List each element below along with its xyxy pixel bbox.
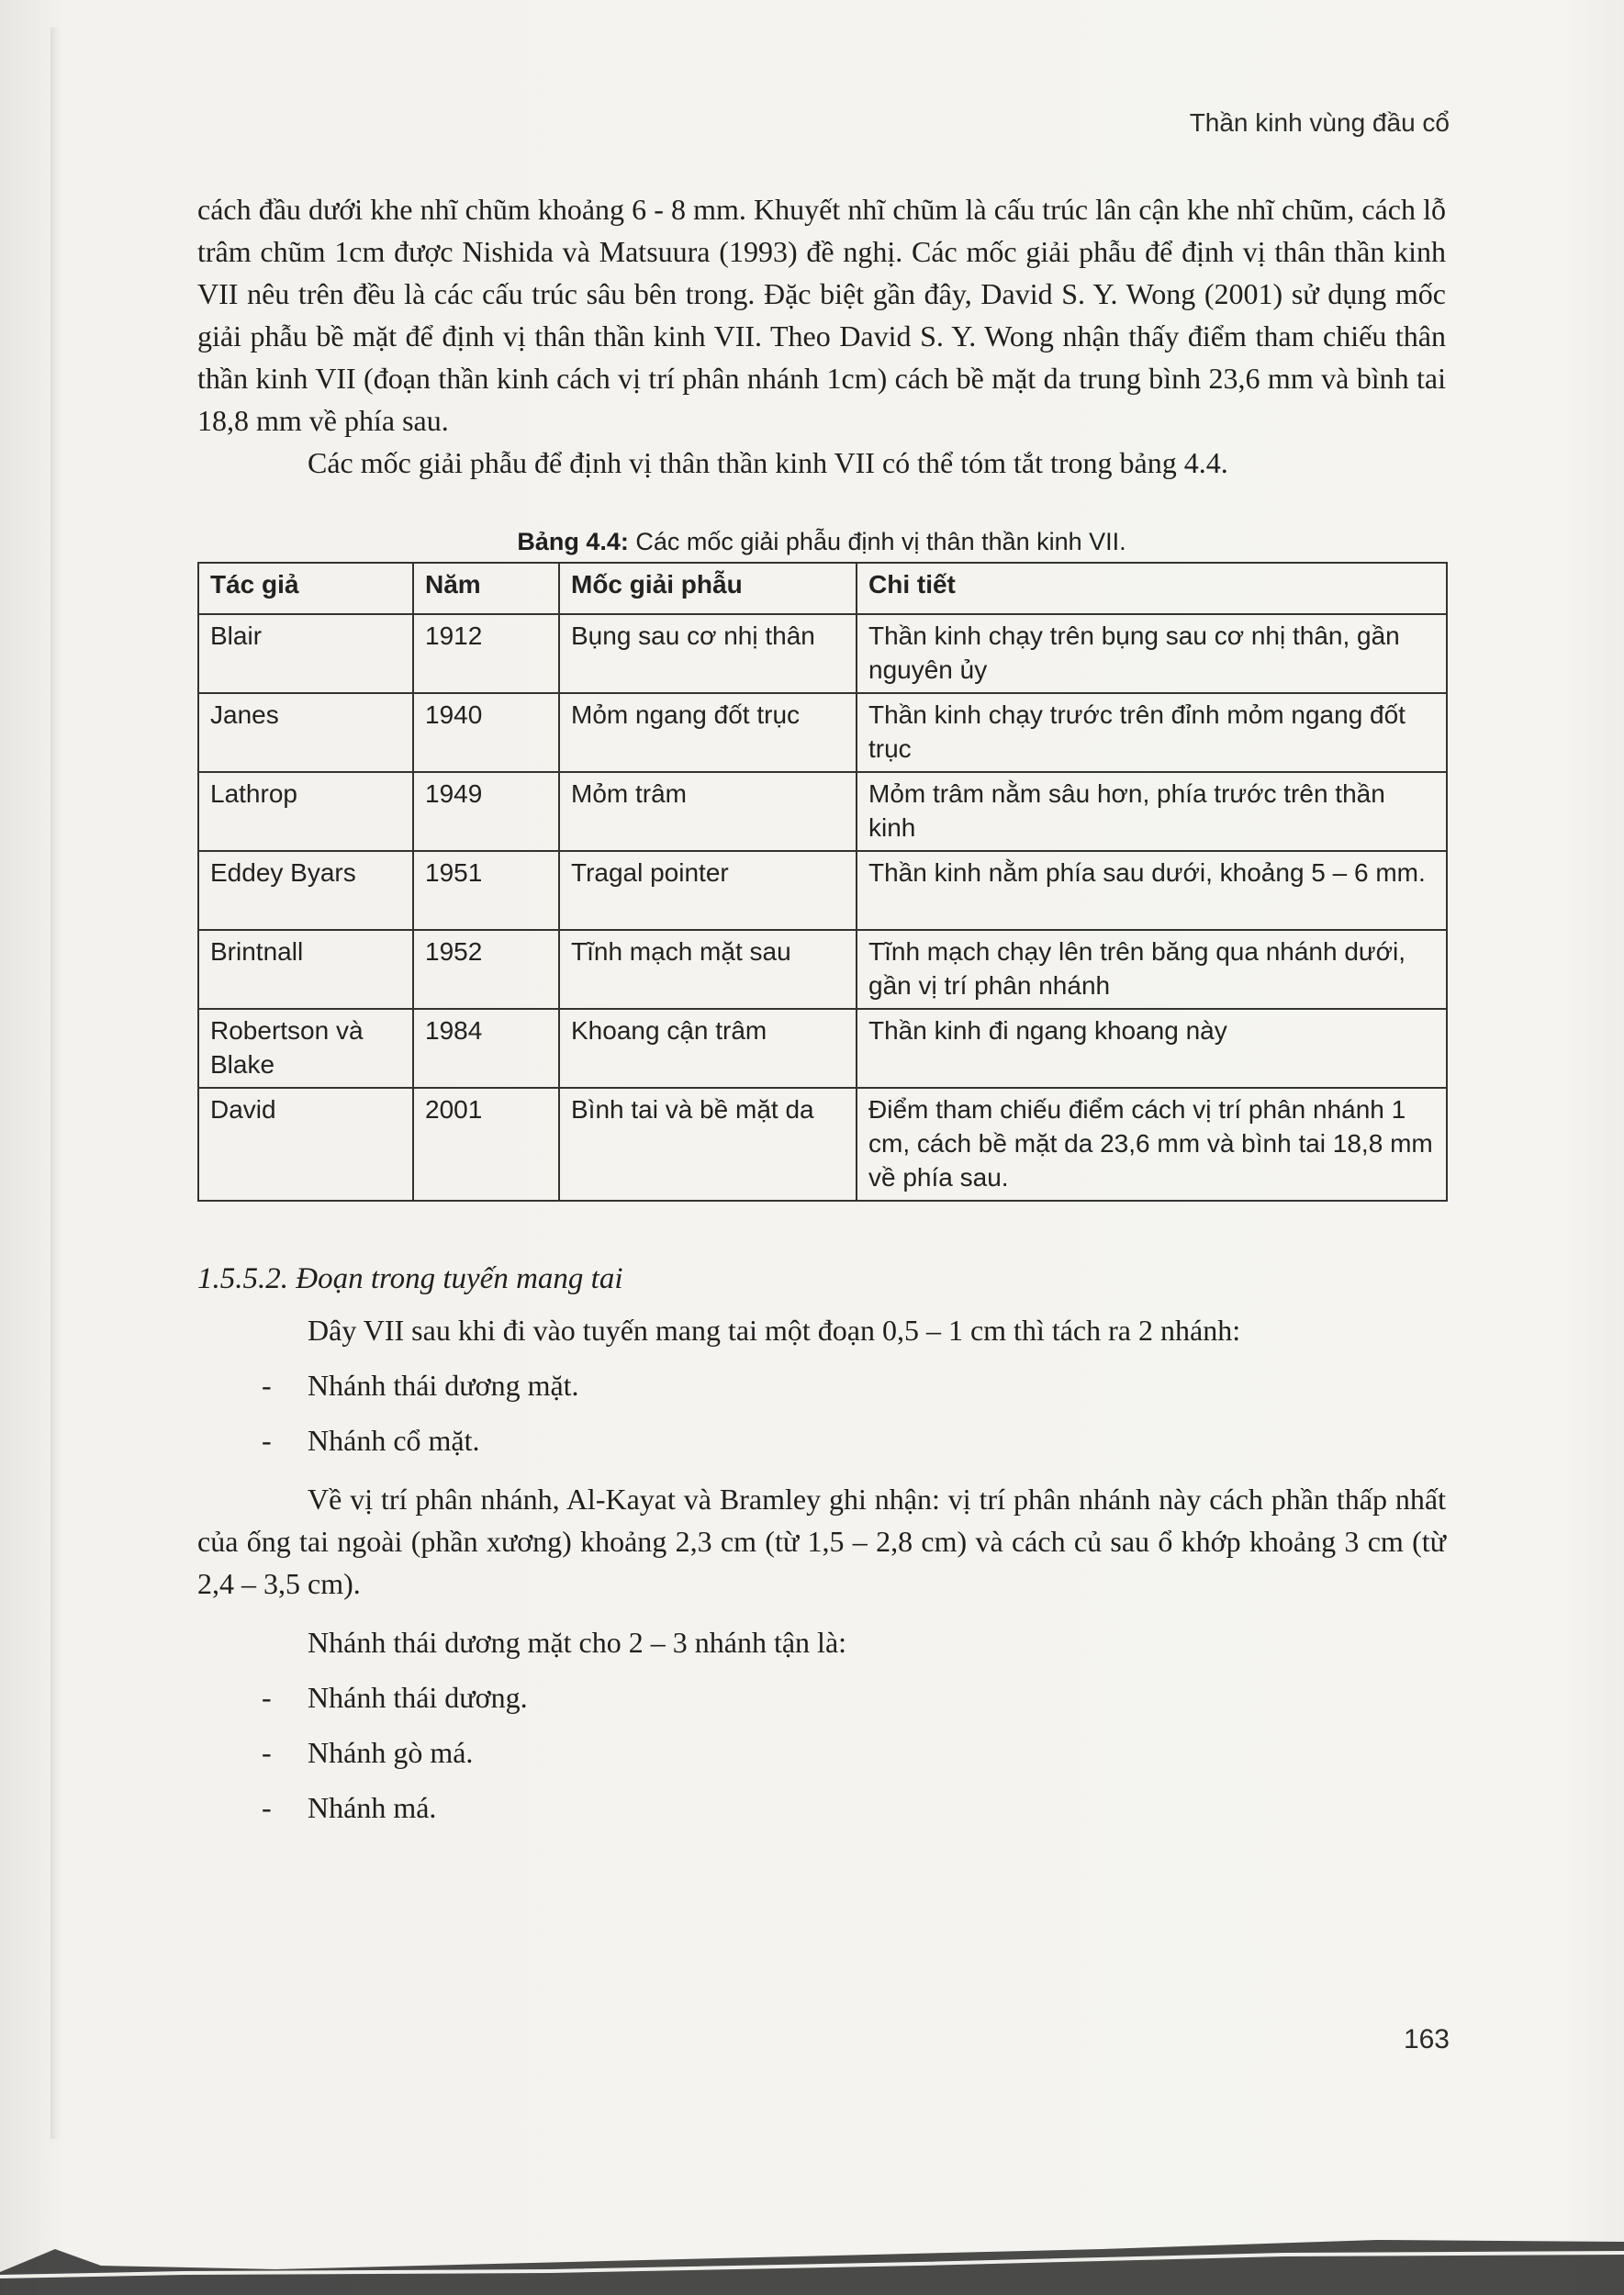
list-item [262, 1676, 1446, 1718]
header-landmark: Mốc giải phẫu [559, 563, 857, 614]
terminal-branches-paragraph: Nhánh thái dương mặt cho 2 – 3 nhánh tận là: [308, 1626, 847, 1659]
page-body [197, 188, 1446, 1829]
table-row [198, 693, 1447, 772]
list-item [262, 1419, 1446, 1461]
cell-detail: Mỏm trâm nằm sâu hơn, phía trước trên thần kinh [857, 772, 1447, 851]
scan-bottom-edge [0, 2185, 1624, 2295]
table-row [198, 772, 1447, 851]
cell-landmark: Tragal pointer [559, 851, 857, 930]
table-reference-paragraph: Các mốc giải phẫu để định vị thân thần kinh VII có thể tóm tắt trong bảng 4.4. [308, 446, 1228, 479]
running-header: Thần kinh vùng đầu cổ [1189, 108, 1450, 137]
section-paragraph: Dây VII sau khi đi vào tuyến mang tai một đoạn 0,5 – 1 cm thì tách ra 2 nhánh: [308, 1314, 1241, 1347]
table-caption-label: Bảng 4.4: [517, 528, 629, 555]
cell-author: David [198, 1088, 413, 1201]
list-item-text: Nhánh cổ mặt. [308, 1424, 480, 1457]
table-header-row [198, 563, 1447, 614]
header-detail: Chi tiết [857, 563, 1447, 614]
branch-location-paragraph: Về vị trí phân nhánh, Al-Kayat và Bramley ghi nhận: vị trí phân nhánh này cách phần thấp nhất của ống tai ngoài (phần xương) khoảng 2,3 cm (từ 1,5 – 2,8 cm) và cách củ sau ổ khớp khoảng 3 cm (từ 2,4 – 3,5 cm). [197, 1483, 1446, 1600]
cell-detail: Thần kinh đi ngang khoang này [857, 1009, 1447, 1088]
bullet-dash: - [262, 1369, 272, 1402]
spine-shadow [50, 28, 60, 2139]
cell-landmark: Bình tai và bề mặt da [559, 1088, 857, 1201]
cell-detail: Thần kinh nằm phía sau dưới, khoảng 5 – 6 mm. [857, 851, 1447, 930]
table-row [198, 1088, 1447, 1201]
table-row [198, 851, 1447, 930]
cell-landmark: Mỏm trâm [559, 772, 857, 851]
bullet-dash: - [262, 1424, 272, 1457]
cell-landmark: Tĩnh mạch mặt sau [559, 930, 857, 1009]
bullet-dash: - [262, 1791, 272, 1824]
cell-year: 1912 [413, 614, 559, 693]
list-item-text: Nhánh gò má. [308, 1736, 474, 1769]
intro-paragraph: cách đầu dưới khe nhĩ chũm khoảng 6 - 8 mm. Khuyết nhĩ chũm là cấu trúc lân cận khe nhĩ chũm, cách lỗ trâm chũm 1cm được Nishida và Matsuura (1993) đề nghị. Các mốc giải phẫu để định vị thân thần kinh VII nêu trên đều là các cấu trúc sâu bên trong. Đặc biệt gần đây, David S. Y. Wong (2001) sử dụng mốc giải phẫu bề mặt để định vị thân thần kinh VII. Theo David S. Y. Wong nhận thấy điểm tham chiếu thân thần kinh VII (đoạn thần kinh cách vị trí phân nhánh 1cm) cách bề mặt da trung bình 23,6 mm và bình tai 18,8 mm về phía sau. [197, 193, 1446, 437]
cell-detail: Thần kinh chạy trên bụng sau cơ nhị thân, gần nguyên ủy [857, 614, 1447, 693]
cell-year: 1951 [413, 851, 559, 930]
cell-author: Janes [198, 693, 413, 772]
cell-detail: Điểm tham chiếu điểm cách vị trí phân nhánh 1 cm, cách bề mặt da 23,6 mm và bình tai 18,8 mm về phía sau. [857, 1088, 1447, 1201]
cell-author: Brintnall [198, 930, 413, 1009]
cell-landmark: Mỏm ngang đốt trục [559, 693, 857, 772]
section-heading: 1.5.5.2. Đoạn trong tuyến mang tai [197, 1262, 623, 1295]
table-row [198, 930, 1447, 1009]
cell-author: Blair [198, 614, 413, 693]
table-row [198, 614, 1447, 693]
cell-landmark: Khoang cận trâm [559, 1009, 857, 1088]
list-item [262, 1731, 1446, 1774]
table-caption-text: Các mốc giải phẫu định vị thân thần kinh VII. [635, 528, 1126, 555]
list-item-text: Nhánh thái dương. [308, 1681, 528, 1714]
cell-year: 1984 [413, 1009, 559, 1088]
cell-detail: Thần kinh chạy trước trên đỉnh mỏm ngang đốt trục [857, 693, 1447, 772]
list-item-text: Nhánh má. [308, 1791, 437, 1824]
header-year: Năm [413, 563, 559, 614]
table-row [198, 1009, 1447, 1088]
cell-year: 1949 [413, 772, 559, 851]
list-item-text: Nhánh thái dương mặt. [308, 1369, 579, 1402]
cell-author: Robertson và Blake [198, 1009, 413, 1088]
list-item [262, 1364, 1446, 1406]
table-caption [197, 528, 1446, 556]
cell-author: Lathrop [198, 772, 413, 851]
cell-year: 2001 [413, 1088, 559, 1201]
list-item [262, 1786, 1446, 1829]
bullet-dash: - [262, 1736, 272, 1769]
header-author: Tác giả [198, 563, 413, 614]
cell-landmark: Bụng sau cơ nhị thân [559, 614, 857, 693]
page-number: 163 [1403, 2024, 1450, 2054]
cell-author: Eddey Byars [198, 851, 413, 930]
cell-detail: Tĩnh mạch chạy lên trên băng qua nhánh dưới, gần vị trí phân nhánh [857, 930, 1447, 1009]
cell-year: 1940 [413, 693, 559, 772]
landmarks-table [197, 562, 1448, 1202]
cell-year: 1952 [413, 930, 559, 1009]
bullet-dash: - [262, 1681, 272, 1714]
